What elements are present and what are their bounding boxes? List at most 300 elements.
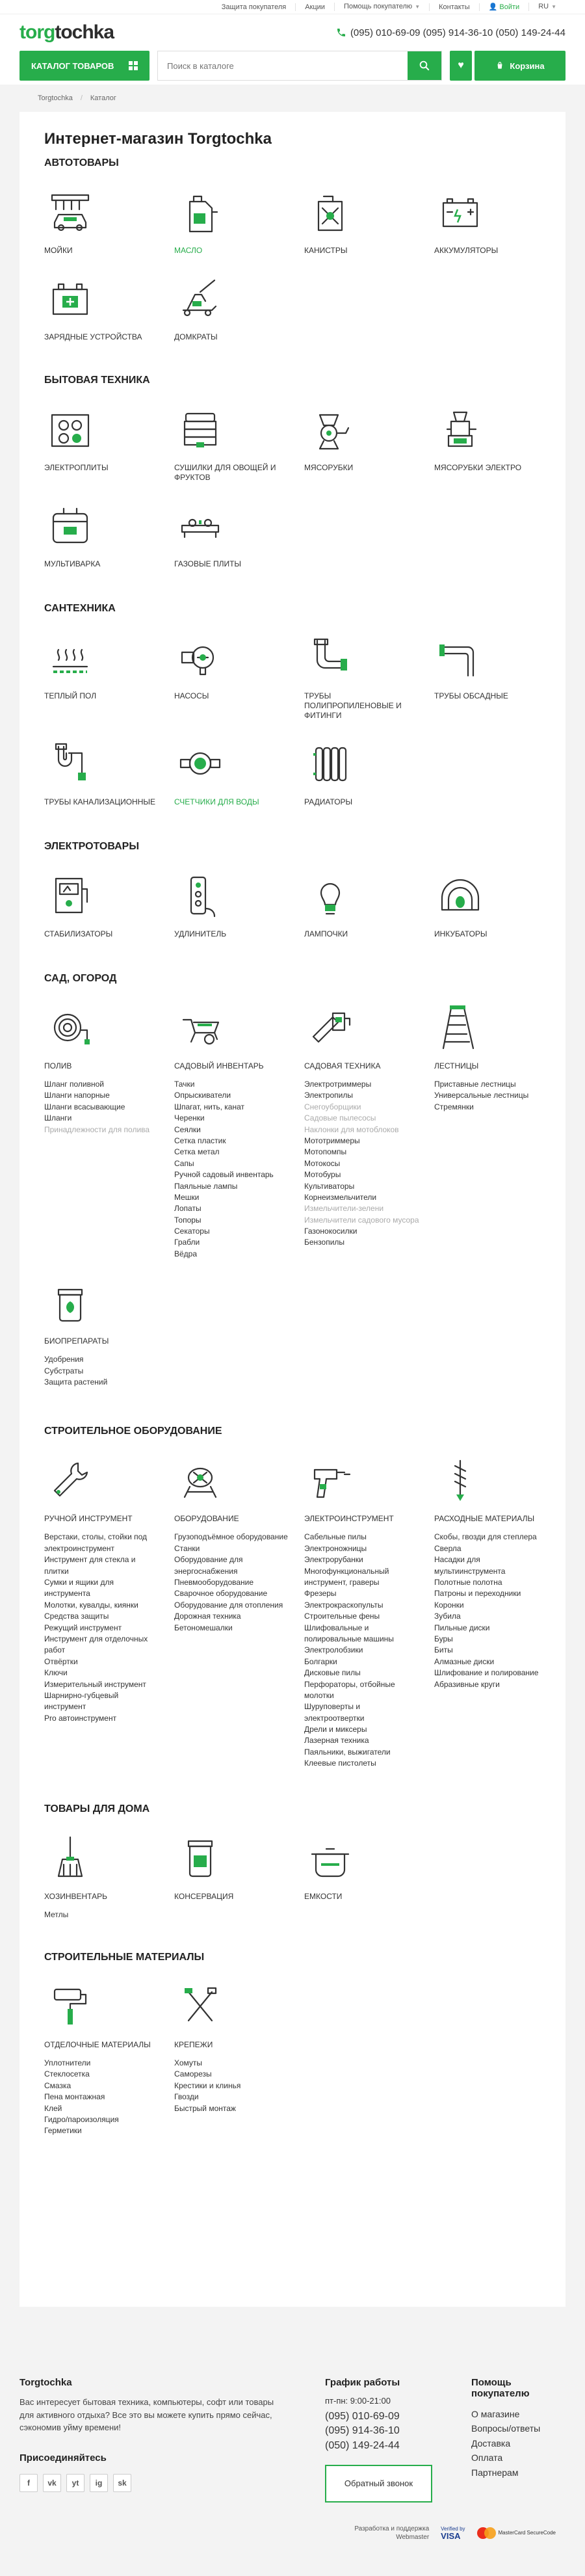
subcategory-link[interactable]: Оборудование для энергоснабжения (174, 1555, 243, 1576)
category-card[interactable] (304, 1454, 421, 1769)
subcategory-link[interactable]: Грузоподъёмное оборудование (174, 1532, 288, 1542)
subcategory-link[interactable]: Мототриммеры (304, 1135, 360, 1145)
subcategory-link[interactable]: Сетка метал (174, 1147, 220, 1157)
category-name[interactable]: ТРУБЫ ОБСАДНЫЕ (434, 691, 508, 700)
subcategory-link[interactable]: Многофункциональный инструмент, граверы (304, 1566, 389, 1587)
subcategory-link[interactable]: Ручной садовый инвентарь (174, 1170, 274, 1180)
cart-button[interactable] (474, 51, 566, 81)
pot-icon (304, 1832, 356, 1884)
subcategory-link[interactable]: Мотопомпы (304, 1147, 347, 1157)
category-name[interactable]: СУШИЛКИ ДЛЯ ОВОЩЕЙ И ФРУКТОВ (174, 463, 276, 482)
subcategory-link[interactable]: Вёдра (174, 1249, 198, 1258)
category-name[interactable]: ДОМКРАТЫ (174, 332, 218, 341)
subcategory-link[interactable]: Электрокраскопульты (304, 1600, 384, 1610)
chevron-down-icon: ▼ (415, 4, 421, 10)
top-link-protection[interactable]: Защита покупателя (221, 3, 287, 11)
catalog-section (44, 603, 541, 807)
subcategory-link[interactable]: Уплотнители (44, 2058, 91, 2068)
subcategory-link[interactable]: Бетономешалки (174, 1623, 233, 1632)
category-card[interactable] (44, 1980, 161, 2137)
logo[interactable] (20, 21, 114, 44)
pipe-fitting-icon (304, 631, 356, 684)
developer-name[interactable]: Webmaster (396, 2534, 430, 2542)
footer-hours-title: График работы (325, 2377, 400, 2388)
subcategory-link[interactable]: Перфораторы, отбойные молотки (304, 1679, 395, 1700)
catalog-button[interactable] (20, 51, 150, 81)
catalog-section (44, 973, 541, 1388)
facebook-icon[interactable]: f (20, 2474, 38, 2492)
subcategory-link[interactable]: Герметики (44, 2126, 82, 2136)
sewer-pipe-icon (44, 737, 96, 790)
header-phones (336, 27, 566, 38)
water-meter-icon (174, 737, 226, 790)
power-drill-icon (304, 1454, 356, 1506)
category-card[interactable] (44, 272, 161, 342)
section-title: СТРОИТЕЛЬНЫЕ МАТЕРИАЛЫ (44, 1952, 205, 1963)
breadcrumb-separator: / (80, 94, 83, 102)
subcategory-link[interactable]: Инструмент для стекла и плитки (44, 1555, 136, 1576)
category-card[interactable] (44, 737, 161, 807)
battery-icon (434, 186, 486, 238)
subcategory-link[interactable]: Паяльники, выжигатели (304, 1747, 391, 1757)
category-card[interactable] (434, 870, 551, 939)
category-grid (44, 1832, 541, 1920)
developer-credit (354, 2525, 429, 2542)
subcategory-link[interactable]: Оборудование для отопления (174, 1600, 283, 1610)
subcategory-link[interactable]: Удобрения (44, 1355, 84, 1364)
subcategory-link[interactable]: Pro автоинструмент (44, 1713, 117, 1723)
subcategory-list (44, 1079, 161, 1135)
subcategory-link[interactable]: Измельчители-зелени (304, 1204, 384, 1214)
verified-by-visa-logo (441, 2527, 465, 2540)
subcategory-link[interactable]: Универсальные лестницы (434, 1091, 529, 1100)
category-card[interactable] (434, 631, 551, 721)
category-name[interactable]: ХОЗИНВЕНТАРЬ (44, 1891, 107, 1901)
subcategory-link[interactable]: Клей (44, 2103, 62, 2113)
category-name[interactable]: ГАЗОВЫЕ ПЛИТЫ (174, 559, 242, 568)
subcategory-link[interactable]: Алмазные диски (434, 1656, 495, 1666)
breadcrumb (0, 85, 585, 112)
subcategory-link[interactable]: Защита растений (44, 1377, 108, 1387)
subcategory-link[interactable]: Смазка (44, 2080, 72, 2090)
chevron-down-icon: ▼ (551, 4, 556, 10)
subcategory-link[interactable]: Отвёртки (44, 1656, 78, 1666)
subcategory-link[interactable]: Опрыскиватели (174, 1091, 231, 1100)
category-name[interactable]: АККУМУЛЯТОРЫ (434, 246, 499, 255)
subcategory-list (44, 1354, 161, 1388)
category-name[interactable]: РАДИАТОРЫ (304, 797, 353, 806)
footer-link-payment[interactable]: Оплата (471, 2452, 503, 2463)
subcategory-list (44, 1532, 161, 1724)
canister-icon (304, 186, 356, 238)
wrench-icon (44, 1454, 96, 1506)
subcategory-link[interactable]: Стеклосетка (44, 2069, 90, 2079)
subcategory-link[interactable]: Стремянки (434, 1102, 474, 1111)
callback-button[interactable]: Обратный звонок (325, 2465, 432, 2503)
user-icon: 👤 (488, 3, 498, 11)
dryer-icon (174, 403, 226, 455)
category-card[interactable] (174, 737, 291, 807)
footer-about (20, 2377, 325, 2503)
subcategory-link[interactable]: Снегоуборщики (304, 1102, 361, 1111)
footer-phone-1[interactable]: (095) 010-69-09 (325, 2411, 400, 2422)
subcategory-link[interactable]: Коронки (434, 1600, 464, 1610)
logo-part2: tochka (55, 21, 114, 43)
subcategory-link[interactable]: Пневмооборудование (174, 1577, 254, 1587)
subcategory-link[interactable]: Сеялки (174, 1124, 201, 1134)
header (0, 14, 585, 51)
footer-phone-2[interactable]: (095) 914-36-10 (325, 2425, 400, 2437)
section-title: БЫТОВАЯ ТЕХНИКА (44, 375, 150, 386)
concrete-mixer-icon (174, 1454, 226, 1506)
subcategory-list (174, 1079, 291, 1260)
catalog-section (44, 157, 541, 342)
section-title: ТОВАРЫ ДЛЯ ДОМА (44, 1803, 150, 1814)
category-name[interactable]: МЯСОРУБКИ ЭЛЕКТРО (434, 463, 522, 472)
subcategory-link[interactable]: Шланги всасывающие (44, 1102, 125, 1111)
subcategory-list (174, 1532, 291, 1634)
breadcrumb-home[interactable]: Torgtochka (38, 94, 73, 102)
category-card[interactable] (174, 186, 291, 256)
subcategory-link[interactable]: Измельчители садового мусора (304, 1215, 419, 1225)
meat-grinder-icon (304, 403, 356, 455)
preserve-jar-icon (174, 1832, 226, 1884)
login-label: Войти (499, 3, 520, 11)
subcategory-link[interactable]: Газонокосилки (304, 1227, 358, 1236)
grid-icon (129, 61, 138, 70)
category-card[interactable] (174, 870, 291, 939)
cart-label: Корзина (510, 60, 545, 71)
category-card[interactable] (44, 1277, 161, 1388)
category-card[interactable] (304, 631, 421, 721)
car-wash-icon (44, 186, 96, 238)
garden-hose-icon (44, 1002, 96, 1054)
subcategory-link[interactable]: Электроножницы (304, 1543, 367, 1553)
gas-stove-icon (174, 499, 226, 551)
category-card[interactable] (174, 1454, 291, 1769)
subcategory-link[interactable]: Электрорубанки (304, 1555, 363, 1565)
category-card[interactable] (434, 1002, 551, 1260)
top-link-promo[interactable]: Акции (295, 3, 334, 11)
mastercard-logo (477, 2527, 556, 2539)
subcategory-link[interactable]: Шарнирно-губцевый инструмент (44, 1690, 119, 1712)
favorites-button[interactable] (450, 51, 472, 81)
skype-icon[interactable]: sk (113, 2474, 131, 2492)
footer-brand: Torgtochka (20, 2377, 72, 2388)
subcategory-link[interactable]: Абразивные круги (434, 1679, 500, 1689)
category-name[interactable]: САДОВЫЙ ИНВЕНТАРЬ (174, 1061, 264, 1070)
subcategory-list (434, 1532, 551, 1690)
visa-text: VISA (441, 2530, 461, 2541)
category-card[interactable] (174, 1832, 291, 1920)
language-select[interactable] (528, 3, 566, 11)
subcategory-link[interactable]: Сверла (434, 1543, 462, 1553)
subcategory-link[interactable]: Сетка пластик (174, 1135, 226, 1145)
subcategory-link[interactable]: Средства защиты (44, 1612, 109, 1621)
youtube-icon[interactable]: yt (66, 2474, 84, 2492)
category-name[interactable]: КРЕПЕЖИ (174, 2040, 213, 2050)
category-grid (44, 186, 541, 342)
category-name[interactable]: ЭЛЕКТРОИНСТРУМЕНТ (304, 1514, 394, 1524)
category-card[interactable] (174, 1980, 291, 2137)
phones-text[interactable]: (095) 010-69-09 (095) 914-36-10 (050) 149-24-44 (350, 27, 566, 38)
subcategory-link[interactable]: Черенки (174, 1113, 205, 1123)
search-input[interactable] (158, 51, 408, 80)
subcategory-link[interactable]: Молотки, кувалды, киянки (44, 1600, 138, 1610)
subcategory-link[interactable]: Станки (174, 1543, 200, 1553)
subcategory-link[interactable]: Метлы (44, 1909, 69, 1919)
category-card[interactable] (434, 186, 551, 256)
subcategory-link[interactable]: Сабельные пилы (304, 1532, 367, 1542)
category-card[interactable] (44, 499, 161, 569)
subcategory-link[interactable]: Паяльные лампы (174, 1181, 238, 1191)
multicooker-icon (44, 499, 96, 551)
category-name[interactable]: РАСХОДНЫЕ МАТЕРИАЛЫ (434, 1514, 535, 1524)
footer-link-partners[interactable]: Партнерам (471, 2467, 519, 2478)
subcategory-link[interactable]: Пильные диски (434, 1623, 490, 1632)
charger-icon (44, 272, 96, 325)
category-card[interactable] (174, 631, 291, 721)
top-link-contacts[interactable]: Контакты (429, 3, 479, 11)
section-title: САД, ОГОРОД (44, 973, 117, 984)
footer-link-faq[interactable]: Вопросы/ответы (471, 2423, 541, 2434)
pump-icon (174, 631, 226, 684)
category-card[interactable] (44, 1454, 161, 1769)
catalog-section (44, 1952, 541, 2137)
category-name[interactable]: ПОЛИВ (44, 1061, 72, 1070)
subcategory-link[interactable]: Инструмент для отделочных работ (44, 1634, 148, 1655)
footer-hours: пт-пн: 9:00-21:00 (325, 2396, 391, 2406)
subcategory-link[interactable]: Сумки и ящики для инструмента (44, 1577, 114, 1599)
search-row (0, 51, 585, 85)
category-name[interactable]: КАНИСТРЫ (304, 246, 348, 255)
subcategory-link[interactable]: Верстаки, столы, стойки под электроинструмент (44, 1532, 148, 1553)
vk-icon[interactable]: vk (43, 2474, 61, 2492)
category-grid (44, 1454, 541, 1769)
category-name[interactable]: ЭЛЕКТРОПЛИТЫ (44, 463, 109, 472)
footer-help (471, 2377, 556, 2503)
subcategory-link[interactable]: Биты (434, 1645, 453, 1655)
category-name[interactable]: ИНКУБАТОРЫ (434, 929, 488, 938)
subcategory-link[interactable]: Патроны и переходники (434, 1589, 521, 1599)
subcategory-link[interactable]: Садовые пылесосы (304, 1113, 376, 1123)
subcategory-link[interactable]: Шлифовальные и полировальные машины (304, 1623, 394, 1643)
stabilizer-icon (44, 870, 96, 922)
subcategory-link[interactable]: Буры (434, 1634, 453, 1643)
subcategory-list (434, 1079, 551, 1113)
subcategory-link[interactable]: Шланги (44, 1113, 72, 1123)
subcategory-link[interactable]: Шуруповерты и электроотвертки (304, 1702, 365, 1723)
category-name[interactable]: САДОВАЯ ТЕХНИКА (304, 1061, 381, 1070)
category-name[interactable]: МЯСОРУБКИ (304, 463, 354, 472)
subcategory-link[interactable]: Сапы (174, 1158, 194, 1168)
subcategory-link[interactable]: Болгарки (304, 1656, 337, 1666)
footer-link-about[interactable]: О магазине (471, 2409, 520, 2419)
subcategory-link[interactable]: Гидро/пароизоляция (44, 2114, 119, 2124)
category-grid (44, 1980, 541, 2137)
catalog-section (44, 375, 541, 569)
subcategory-link[interactable]: Культиваторы (304, 1181, 355, 1191)
subcategory-link[interactable]: Хомуты (174, 2058, 203, 2068)
category-name[interactable]: МОЙКИ (44, 246, 73, 255)
footer-schedule (325, 2377, 471, 2503)
category-grid (44, 870, 541, 939)
subcategory-link[interactable]: Скобы, гвозди для степлера (434, 1532, 537, 1542)
subcategory-link[interactable]: Принадлежности для полива (44, 1124, 150, 1134)
category-card[interactable] (304, 870, 421, 939)
category-card[interactable] (174, 1002, 291, 1260)
category-name[interactable]: СТАБИЛИЗАТОРЫ (44, 929, 113, 938)
ladder-icon (434, 1002, 486, 1054)
top-link-help-label: Помощь покупателю (343, 3, 413, 10)
phone-icon (336, 27, 346, 38)
subcategory-link[interactable]: Дисковые пилы (304, 1668, 361, 1678)
subcategory-link[interactable]: Ключи (44, 1668, 68, 1678)
instagram-icon[interactable]: ig (90, 2474, 108, 2492)
light-bulb-icon (304, 870, 356, 922)
social-links (20, 2474, 325, 2492)
category-name[interactable]: ТРУБЫ ПОЛИПРОПИЛЕНОВЫЕ И ФИТИНГИ (304, 691, 402, 720)
footer-link-delivery[interactable]: Доставка (471, 2437, 511, 2449)
subcategory-link[interactable]: Шпагат, нить, канат (174, 1102, 244, 1111)
section-title: ЭЛЕКТРОТОВАРЫ (44, 841, 139, 852)
subcategory-link[interactable]: Крестики и клинья (174, 2080, 241, 2090)
section-title: АВТОТОВАРЫ (44, 157, 119, 168)
category-name[interactable]: БИОПРЕПАРАТЫ (44, 1336, 109, 1346)
language-label: RU (538, 3, 549, 10)
footer-phone-3[interactable]: (050) 149-24-44 (325, 2439, 400, 2451)
category-name[interactable]: ТЕПЛЫЙ ПОЛ (44, 691, 97, 700)
subcategory-link[interactable]: Мешки (174, 1192, 200, 1202)
category-grid (44, 631, 541, 807)
category-name[interactable]: НАСОСЫ (174, 691, 209, 700)
category-card[interactable] (304, 737, 421, 807)
catalog-button-label: КАТАЛОГ ТОВАРОВ (31, 60, 114, 71)
subcategory-link[interactable]: Зубила (434, 1612, 461, 1621)
login-link[interactable] (479, 3, 529, 11)
category-card[interactable] (434, 403, 551, 483)
subcategory-link[interactable]: Приставные лестницы (434, 1080, 516, 1089)
footer (0, 2346, 585, 2542)
subcategory-link[interactable]: Режущий инструмент (44, 1623, 122, 1632)
subcategory-link[interactable]: Пена монтажная (44, 2092, 105, 2102)
category-name[interactable]: МАСЛО (174, 246, 203, 255)
top-link-help[interactable] (334, 3, 429, 11)
category-card[interactable] (174, 499, 291, 569)
subcategory-link[interactable]: Гвозди (174, 2092, 199, 2102)
subcategory-link[interactable]: Топоры (174, 1215, 202, 1225)
category-card[interactable] (304, 1832, 421, 1920)
subcategory-link[interactable]: Шлифование и полирование (434, 1668, 539, 1678)
catalog-section (44, 841, 541, 939)
subcategory-link[interactable]: Полотные полотна (434, 1577, 502, 1587)
category-name[interactable]: ЛАМПОЧКИ (304, 929, 348, 938)
subcategory-link[interactable]: Дорожная техника (174, 1612, 241, 1621)
category-card[interactable] (304, 186, 421, 256)
footer-help-links (471, 2407, 556, 2480)
subcategory-link[interactable]: Тачки (174, 1080, 195, 1089)
subcategory-link[interactable]: Клеевые пистолеты (304, 1759, 376, 1768)
subcategory-link[interactable]: Мотобуры (304, 1170, 341, 1180)
subcategory-link[interactable]: Секаторы (174, 1227, 210, 1236)
subcategory-link[interactable]: Бензопилы (304, 1238, 345, 1247)
subcategory-link[interactable]: Электропилы (304, 1091, 353, 1100)
search-button[interactable] (408, 51, 441, 80)
subcategory-link[interactable]: Саморезы (174, 2069, 212, 2079)
subcategory-link[interactable]: Лопаты (174, 1204, 202, 1214)
heated-floor-icon (44, 631, 96, 684)
catalog-section (44, 1803, 541, 1920)
subcategory-link[interactable]: Шланг поливной (44, 1080, 105, 1089)
jack-icon (174, 272, 226, 325)
category-name[interactable]: УДЛИНИТЕЛЬ (174, 929, 227, 938)
category-name[interactable]: ОТДЕЛОЧНЫЕ МАТЕРИАЛЫ (44, 2040, 151, 2050)
footer-bottom (20, 2525, 556, 2542)
subcategory-list (304, 1532, 421, 1769)
category-card[interactable] (434, 1454, 551, 1769)
subcategory-link[interactable]: Быстрый монтаж (174, 2103, 236, 2113)
category-name[interactable]: КОНСЕРВАЦИЯ (174, 1891, 234, 1901)
search-box (157, 51, 442, 81)
category-grid (44, 403, 541, 569)
subcategory-link[interactable]: Шланги напорные (44, 1091, 110, 1100)
subcategory-list (44, 1909, 161, 1920)
wheelbarrow-icon (174, 1002, 226, 1054)
section-title: САНТЕХНИКА (44, 603, 116, 614)
category-name[interactable]: ЕМКОСТИ (304, 1891, 343, 1901)
oil-can-icon (174, 186, 226, 238)
category-card[interactable] (44, 186, 161, 256)
category-card[interactable] (44, 631, 161, 721)
footer-about-text: Вас интересует бытовая техника, компьютеры, софт или товары для активного отдыха? Все это вы можете купить прямо сейчас, сэкономив уйму времени! (20, 2397, 274, 2432)
subcategory-link[interactable]: Субстраты (44, 1366, 84, 1375)
subcategory-link[interactable]: Фрезеры (304, 1589, 337, 1599)
subcategory-list (304, 1079, 421, 1249)
category-card[interactable] (304, 1002, 421, 1260)
category-card[interactable] (44, 1832, 161, 1920)
subcategory-link[interactable]: Дрели и миксеры (304, 1725, 367, 1734)
heart-icon: ♥ (458, 60, 464, 71)
category-card[interactable] (44, 403, 161, 483)
category-name[interactable]: ОБОРУДОВАНИЕ (174, 1514, 239, 1524)
subcategory-link[interactable]: Корнеизмельчители (304, 1192, 377, 1202)
subcategory-link[interactable]: Электролобзики (304, 1645, 363, 1655)
category-name[interactable]: ЗАРЯДНЫЕ УСТРОЙСТВА (44, 332, 142, 341)
subcategory-link[interactable]: Грабли (174, 1238, 200, 1247)
category-card[interactable] (44, 870, 161, 939)
subcategory-link[interactable]: Наклонки для мотоблоков (304, 1124, 399, 1134)
category-name[interactable]: МУЛЬТИВАРКА (44, 559, 101, 568)
subcategory-link[interactable]: Измерительный инструмент (44, 1679, 146, 1689)
category-card[interactable] (174, 272, 291, 342)
subcategory-link[interactable]: Насадки для мультиинструмента (434, 1555, 506, 1576)
category-name[interactable]: ТРУБЫ КАНАЛИЗАЦИОННЫЕ (44, 797, 155, 806)
paint-roller-icon (44, 1980, 96, 2032)
subcategory-link[interactable]: Строительные фены (304, 1612, 380, 1621)
category-card[interactable] (44, 1002, 161, 1260)
category-name[interactable]: РУЧНОЙ ИНСТРУМЕНТ (44, 1514, 133, 1524)
category-name[interactable]: СЧЕТЧИКИ ДЛЯ ВОДЫ (174, 797, 259, 806)
subcategory-link[interactable]: Лазерная техника (304, 1736, 369, 1746)
breadcrumb-current: Каталог (90, 94, 116, 102)
subcategory-link[interactable]: Электротриммеры (304, 1080, 372, 1089)
subcategory-link[interactable]: Мотокосы (304, 1158, 341, 1168)
category-name[interactable]: ЛЕСТНИЦЫ (434, 1061, 479, 1070)
category-card[interactable] (304, 403, 421, 483)
category-card[interactable] (174, 403, 291, 483)
subcategory-link[interactable]: Сварочное оборудование (174, 1589, 268, 1599)
cart-icon (495, 61, 504, 70)
